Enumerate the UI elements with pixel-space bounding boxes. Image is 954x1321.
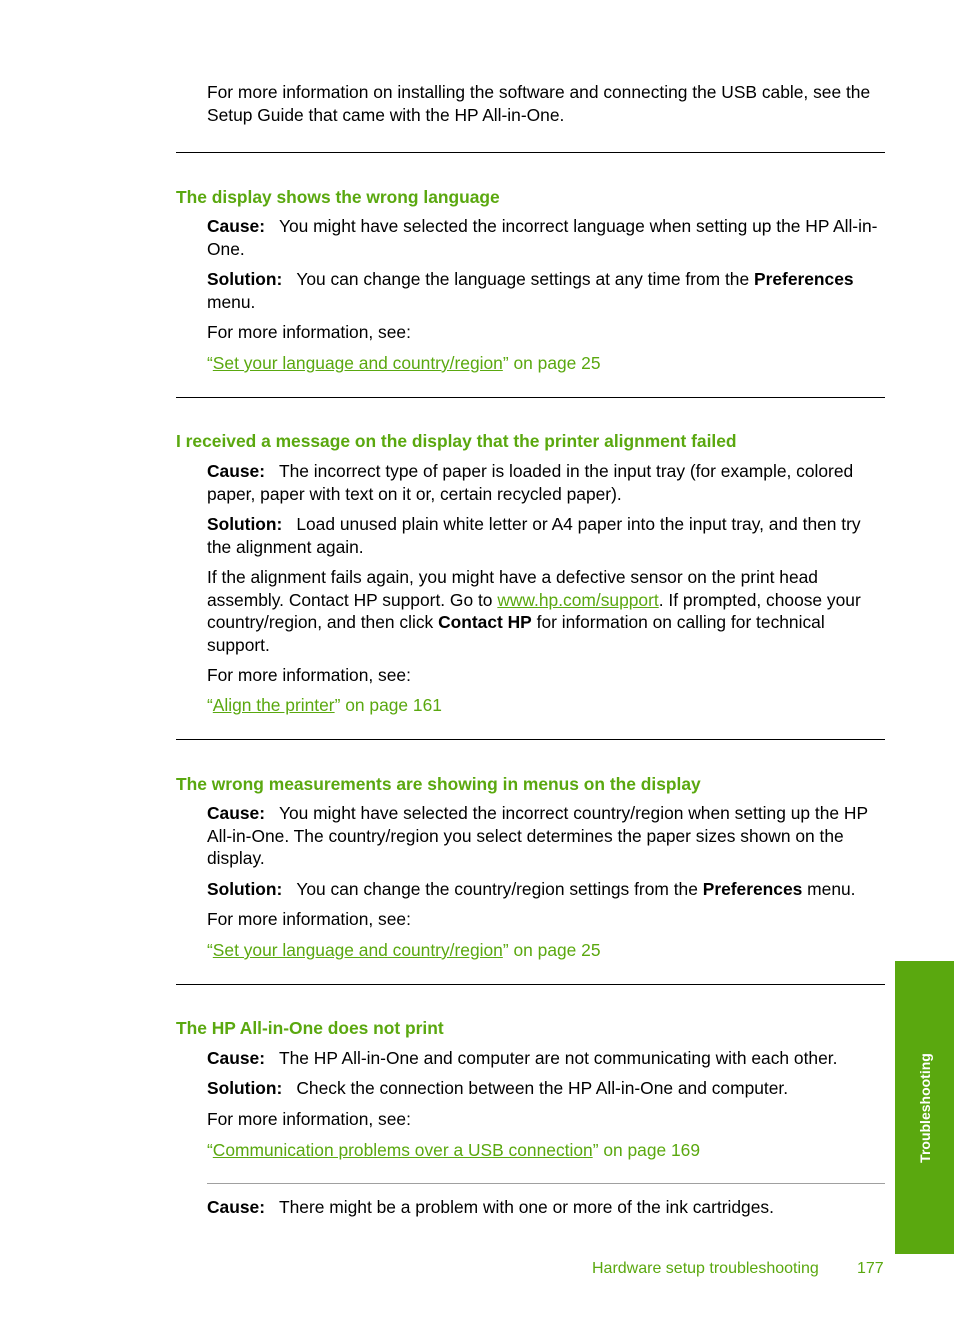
link-page-ref: on page 25 (508, 940, 601, 960)
solution-label: Solution: (207, 879, 283, 899)
alignment-extra-paragraph (207, 566, 887, 656)
link-usb-problems-text[interactable]: Communication problems over a USB connection (212, 1140, 593, 1160)
link-set-language[interactable]: “Set your language and country/region” on page 25 (207, 940, 601, 960)
heading-alignment-failed: I received a message on the display that the printer alignment failed (176, 431, 737, 451)
contact-hp-text: Contact HP (438, 612, 532, 632)
solution-label: Solution: (207, 1078, 283, 1098)
solution-text-end: menu. (807, 879, 856, 899)
more-info-label: For more information, see: (207, 1109, 411, 1129)
side-tab-label: Troubleshooting (916, 1052, 933, 1163)
cause-label: Cause: (207, 216, 265, 236)
preferences-menu-name: Preferences (753, 269, 854, 289)
solution-text: Load unused plain white letter or A4 paper into the input tray, and then try the alignment again. (207, 514, 861, 557)
preferences-menu-name: Preferences (702, 879, 803, 899)
extra-text-end: for information on calling for technical support. (207, 612, 825, 655)
intro-paragraph: For more information on installing the software and connecting the USB cable, see the Setup Guide that came with the HP All-in-One. (207, 82, 871, 125)
extra-text-mid: . If prompted, choose your country/region, and then click (207, 589, 861, 632)
more-info-label: For more information, see: (207, 909, 411, 929)
link-set-language-text[interactable]: Set your language and country/region (212, 940, 503, 960)
section-divider (176, 739, 885, 740)
cause-paragraph (207, 1047, 887, 1070)
cause-text: The HP All-in-One and computer are not communicating with each other. (279, 1048, 838, 1068)
link-page-ref: on page 161 (340, 695, 442, 715)
more-info-label: For more information, see: (207, 322, 411, 342)
section-divider (176, 984, 885, 985)
cause-text: The incorrect type of paper is loaded in the input tray (for example, colored paper, paper with text on it or, certain recycled paper). (207, 461, 854, 504)
more-info-label: For more information, see: (207, 665, 411, 685)
cause-text: There might be a problem with one or more of the ink cartridges. (279, 1197, 774, 1217)
section-divider (176, 397, 885, 398)
solution-text-end: menu. (207, 291, 256, 312)
solution-text: Check the connection between the HP All-in-One and computer. (296, 1078, 789, 1098)
link-set-language[interactable]: “Set your language and country/region” on page 25 (207, 353, 601, 373)
link-align-printer[interactable]: “Align the printer” on page 161 (207, 695, 442, 715)
cause-label: Cause: (207, 1197, 265, 1217)
cause-paragraph (207, 802, 887, 870)
link-page-ref: on page 169 (598, 1140, 701, 1160)
link-page-ref: on page 25 (508, 353, 601, 373)
link-hp-support[interactable]: www.hp.com/support (497, 589, 659, 610)
solution-text: You can change the country/region settings from the (296, 879, 698, 899)
cause-paragraph (207, 1196, 887, 1219)
solution-paragraph (207, 268, 887, 313)
subsection-divider (207, 1183, 885, 1184)
solution-text: You can change the language settings at any time from the (296, 269, 750, 289)
chapter-side-tab (895, 961, 954, 1254)
heading-does-not-print: The HP All-in-One does not print (176, 1018, 444, 1038)
section-divider (176, 152, 885, 153)
solution-paragraph (207, 1077, 887, 1100)
footer-section-title: Hardware setup troubleshooting (592, 1260, 819, 1277)
cause-label: Cause: (207, 1048, 265, 1068)
cause-paragraph (207, 215, 887, 260)
extra-text: If the alignment fails again, you might have a defective sensor on the print head assembly. Contact HP support. Go to (207, 567, 818, 610)
link-usb-problems[interactable]: “Communication problems over a USB connection” on page 169 (207, 1140, 701, 1160)
solution-paragraph (207, 878, 887, 901)
heading-wrong-measurements: The wrong measurements are showing in menus on the display (176, 774, 701, 794)
footer-page-number: 177 (857, 1260, 884, 1277)
cause-label: Cause: (207, 461, 265, 481)
link-align-printer-text[interactable]: Align the printer (212, 695, 335, 715)
cause-label: Cause: (207, 803, 265, 823)
solution-label: Solution: (207, 269, 283, 289)
solution-paragraph (207, 513, 887, 558)
link-set-language-text[interactable]: Set your language and country/region (212, 353, 503, 373)
cause-paragraph (207, 460, 887, 505)
solution-label: Solution: (207, 514, 283, 534)
cause-text: You might have selected the incorrect country/region when setting up the HP All-in-One. The country/region you select determines the paper sizes shown on the display. (207, 803, 868, 868)
cause-text: You might have selected the incorrect language when setting up the HP All-in-One. (207, 216, 878, 259)
heading-wrong-language: The display shows the wrong language (176, 187, 500, 207)
